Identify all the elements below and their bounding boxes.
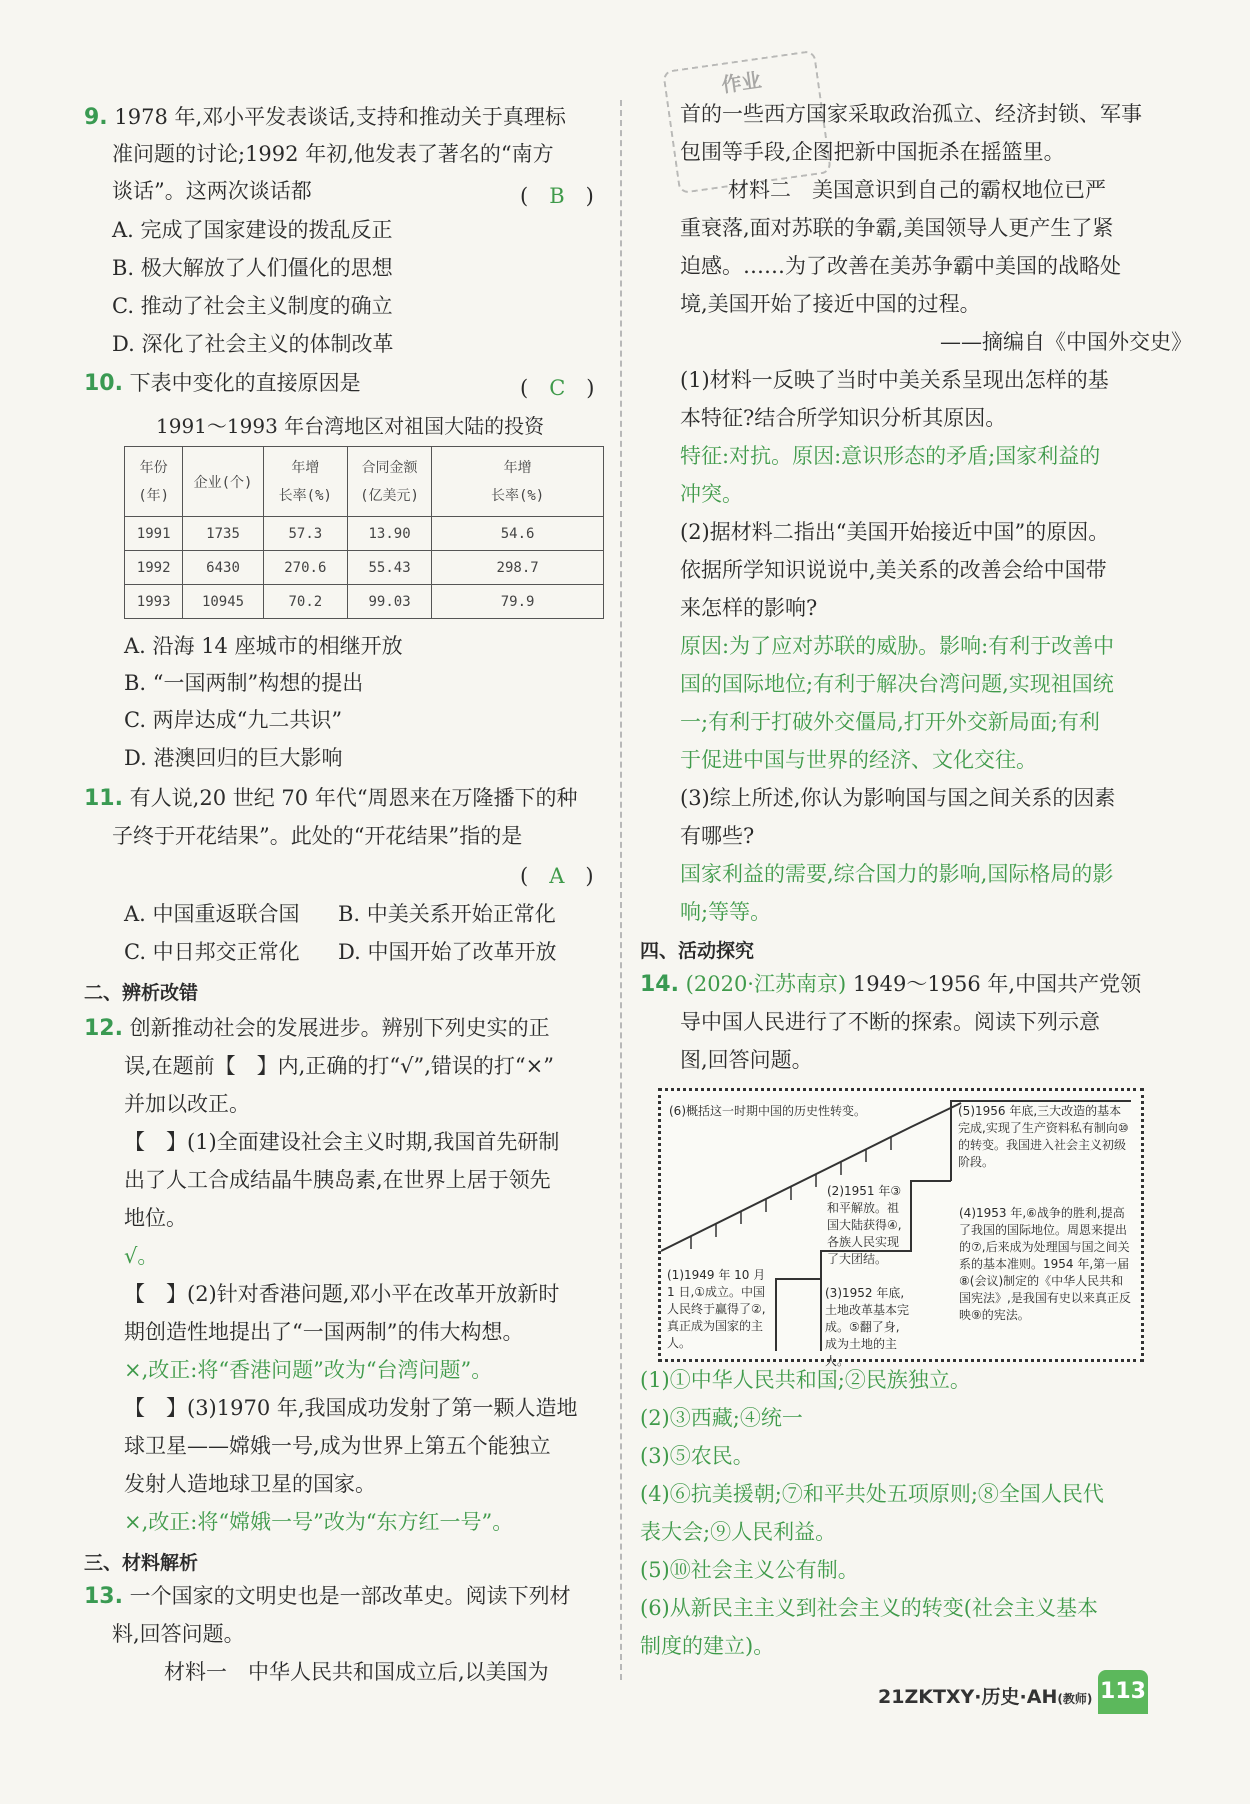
- q13-answer2-line3: 一;有利于打破外交僵局,打开外交新局面;有利: [680, 710, 1100, 734]
- table-header-row: [125, 447, 604, 517]
- diagram-box-2: (2)1951 年③和平解放。祖国大陆获得④,各族人民实现了大团结。: [827, 1184, 902, 1266]
- q11-option-d: D. 中国开始了改革开放: [338, 940, 557, 964]
- q13-answer3-line2: 响;等等。: [680, 900, 772, 924]
- q12-item2-line2: 期创造性地提出了“一国两制”的伟大构想。: [124, 1320, 524, 1344]
- q14-answer-4-cont: 表大会;⑨人民利益。: [640, 1520, 837, 1544]
- q13-answer2-line4: 于促进中国与世界的经济、文化交往。: [680, 748, 1037, 772]
- q14-answer-5: (5)⑩社会主义公有制。: [640, 1558, 859, 1582]
- table-row: [125, 585, 604, 619]
- q14-source: (2020·江苏南京): [685, 972, 847, 996]
- q13-number: 13.: [84, 1584, 123, 1609]
- q11-answer: A: [549, 864, 565, 888]
- footer-tag: (教师): [1057, 1692, 1093, 1706]
- q13-material2-line1: 材料二 美国意识到自己的霸权地位已严: [728, 178, 1106, 202]
- q13-source: ——摘编自《中国外交史》: [940, 330, 1192, 354]
- q12-line3: 并加以改正。: [124, 1092, 250, 1116]
- footer-code: 21ZKTXY·历史·AH: [878, 1686, 1058, 1708]
- q11-option-c: C. 中日邦交正常化: [124, 940, 300, 964]
- question-11: [84, 780, 578, 817]
- column-divider: [620, 100, 622, 1680]
- diagram-box-3: (3)1952 年底,土地改革基本完成。⑤翻了身,成为土地的主人。: [825, 1286, 910, 1368]
- q9-option-d: D. 深化了社会主义的体制改革: [112, 332, 394, 356]
- q13-answer2-line2: 国的国际地位;有利于解决台湾问题,实现祖国统: [680, 672, 1114, 696]
- page-footer: [878, 1682, 1092, 1709]
- investment-table: [124, 446, 604, 619]
- q13-part1-line2: 本特征?结合所学知识分析其原因。: [680, 406, 1007, 430]
- table-cell: 1992: [125, 551, 183, 585]
- q12-line2: 误,在题前【 】内,正确的打“√”,错误的打“×”: [124, 1054, 554, 1078]
- q9-answer-bracket: ( B ): [520, 184, 594, 208]
- table-cell: 1993: [125, 585, 183, 619]
- q10-table-title: 1991～1993 年台湾地区对祖国大陆的投资: [156, 414, 545, 438]
- q12-number: 12.: [84, 1016, 123, 1041]
- table-cell: 54.6: [432, 517, 604, 551]
- q14-line2: 导中国人民进行了不断的探索。阅读下列示意: [680, 1010, 1100, 1034]
- q12-answer3: ×,改正:将“嫦娥一号”改为“东方红一号”。: [124, 1510, 514, 1534]
- table-row: [125, 517, 604, 551]
- history-staircase-diagram: [658, 1088, 1144, 1368]
- q11-line2: 子终于开花结果”。此处的“开花结果”指的是: [112, 824, 523, 848]
- q12-item3-line3: 发射人造地球卫星的国家。: [124, 1472, 376, 1496]
- q12-item3-line1: 【 】(3)1970 年,我国成功发射了第一颗人造地: [124, 1396, 578, 1420]
- q10-option-b: B. “一国两制”构想的提出: [124, 671, 364, 695]
- q11-answer-bracket: ( A ): [520, 864, 594, 888]
- homework-stamp: 作业: [662, 50, 832, 194]
- table-cell: 79.9: [432, 585, 604, 619]
- page-number: 113: [1098, 1670, 1148, 1714]
- header-year: 年份 (年): [125, 447, 183, 517]
- header-growth2: 年增 长率(%): [432, 447, 604, 517]
- q14-answer-6-cont: 制度的建立)。: [640, 1634, 775, 1658]
- header-amount: 合同金额 (亿美元): [347, 447, 431, 517]
- diagram-box-4: (4)1953 年,⑥战争的胜利,提高了我国的国际地位。周恩来提出的⑦,后来成为处理国与国之间关系的基本准则。1954 年,第一届⑧(会议)制定的《中华人民共和国宪法》,是我国有史以来真正反映⑨的宪法。: [959, 1206, 1131, 1322]
- q10-stem: 下表中变化的直接原因是: [129, 371, 361, 395]
- q10-table-wrap: [124, 446, 604, 619]
- q12-answer2: ×,改正:将“香港问题”改为“台湾问题”。: [124, 1358, 493, 1382]
- q10-option-a: A. 沿海 14 座城市的相继开放: [124, 634, 403, 658]
- q13-line1: 一个国家的文明史也是一部改革史。阅读下列材: [129, 1584, 571, 1608]
- q13-part2-line1: (2)据材料二指出“美国开始接近中国”的原因。: [680, 520, 1110, 544]
- q13-answer1-line2: 冲突。: [680, 482, 743, 506]
- q13-material2-line4: 境,美国开始了接近中国的过程。: [680, 292, 981, 316]
- q9-answer: B: [549, 184, 565, 208]
- question-12: [84, 1010, 550, 1047]
- table-cell: 13.90: [347, 517, 431, 551]
- table-cell: 298.7: [432, 551, 604, 585]
- q9-line1: 1978 年,邓小平发表谈话,支持和推动关于真理标: [114, 105, 566, 129]
- table-cell: 1735: [183, 517, 263, 551]
- q9-option-a: A. 完成了国家建设的拨乱反正: [112, 218, 393, 242]
- q13-part2-line3: 来怎样的影响?: [680, 596, 818, 620]
- table-cell: 6430: [183, 551, 263, 585]
- q12-item1-line1: 【 】(1)全面建设社会主义时期,我国首先研制: [124, 1130, 560, 1154]
- q9-line3: 谈话”。这两次谈话都: [112, 179, 312, 203]
- diagram-box-5: (5)1956 年底,三大改造的基本完成,实现了生产资料私有制向⑩的转变。我国进入社会主义初级阶段。: [958, 1104, 1129, 1169]
- q14-answer-1: (1)①中华人民共和国;②民族独立。: [640, 1368, 971, 1392]
- header-firms: 企业(个): [183, 447, 263, 517]
- section-3-heading: 三、材料解析: [84, 1552, 199, 1574]
- header-growth1: 年增 长率(%): [263, 447, 347, 517]
- section-2-heading: 二、辨析改错: [84, 982, 199, 1004]
- q9-line2: 准问题的讨论;1992 年初,他发表了著名的“南方: [112, 142, 554, 166]
- table-cell: 270.6: [263, 551, 347, 585]
- q10-option-d: D. 港澳回归的巨大影响: [124, 746, 343, 770]
- table-cell: 10945: [183, 585, 263, 619]
- section-4-heading: 四、活动探究: [640, 940, 755, 962]
- q13-part2-line2: 依据所学知识说说中,美关系的改善会给中国带: [680, 558, 1107, 582]
- table-cell: 1991: [125, 517, 183, 551]
- q13-material2-line3: 迫感。……为了改善在美苏争霸中美国的战略处: [680, 254, 1121, 278]
- diagonal-arrow-line: [661, 1103, 961, 1251]
- q12-answer1: √。: [124, 1244, 159, 1268]
- question-9: [84, 99, 566, 136]
- q13-answer1-line1: 特征:对抗。原因:意识形态的矛盾;国家利益的: [680, 444, 1101, 468]
- q12-line1: 创新推动社会的发展进步。辨别下列史实的正: [129, 1016, 550, 1040]
- table-cell: 70.2: [263, 585, 347, 619]
- q13-material2-line2: 重衰落,面对苏联的争霸,美国领导人更产生了紧: [680, 216, 1114, 240]
- q13-answer3-line1: 国家利益的需要,综合国力的影响,国际格局的影: [680, 862, 1114, 886]
- diagram-box-1: (1)1949 年 10 月 1 日,①成立。中国人民终于赢得了②,真正成为国家的主人。: [667, 1268, 766, 1350]
- q13-material1-line2: 首的一些西方国家采取政治孤立、经济封锁、军事: [680, 102, 1142, 126]
- q12-item1-line2: 出了人工合成结晶牛胰岛素,在世界上居于领先: [124, 1168, 551, 1192]
- question-13: [84, 1578, 571, 1615]
- step-3-outline: [776, 1279, 821, 1351]
- q14-answer-2: (2)③西藏;④统一: [640, 1406, 803, 1430]
- diagram-box-6: (6)概括这一时期中国的历史性转变。: [669, 1104, 866, 1118]
- q14-line3: 图,回答问题。: [680, 1048, 813, 1072]
- q14-answer-4: (4)⑥抗美援朝;⑦和平共处五项原则;⑧全国人民代: [640, 1482, 1104, 1506]
- q9-number: 9.: [84, 105, 108, 130]
- question-14: [640, 966, 1141, 1003]
- q9-option-c: C. 推动了社会主义制度的确立: [112, 294, 393, 318]
- q14-answer-6: (6)从新民主主义到社会主义的转变(社会主义基本: [640, 1596, 1098, 1620]
- table-cell: 99.03: [347, 585, 431, 619]
- q11-option-a: A. 中国重返联合国: [124, 902, 300, 926]
- q11-number: 11.: [84, 786, 123, 811]
- q14-number: 14.: [640, 972, 679, 997]
- q12-item3-line2: 球卫星——嫦娥一号,成为世界上第五个能独立: [124, 1434, 551, 1458]
- q11-line1: 有人说,20 世纪 70 年代“周恩来在万隆播下的种: [129, 786, 578, 810]
- q12-item2-line1: 【 】(2)针对香港问题,邓小平在改革开放新时: [124, 1282, 560, 1306]
- q13-part1-line1: (1)材料一反映了当时中美关系呈现出怎样的基: [680, 368, 1109, 392]
- q13-part3-line2: 有哪些?: [680, 824, 755, 848]
- q11-option-b: B. 中美关系开始正常化: [338, 902, 556, 926]
- q13-material1-line3: 包围等手段,企图把新中国扼杀在摇篮里。: [680, 140, 1065, 164]
- table-row: [125, 551, 604, 585]
- q14-answer-3: (3)⑤农民。: [640, 1444, 754, 1468]
- table-cell: 57.3: [263, 517, 347, 551]
- q13-part3-line1: (3)综上所述,你认为影响国与国之间关系的因素: [680, 786, 1116, 810]
- q10-number: 10.: [84, 371, 123, 396]
- q12-item1-line3: 地位。: [124, 1206, 187, 1230]
- q10-answer: C: [549, 376, 566, 400]
- q13-material1-line1: 材料一 中华人民共和国成立后,以美国为: [164, 1660, 549, 1684]
- q13-answer2-line1: 原因:为了应对苏联的威胁。影响:有利于改善中: [680, 634, 1115, 658]
- question-10: [84, 365, 361, 402]
- q9-option-b: B. 极大解放了人们僵化的思想: [112, 256, 393, 280]
- q10-option-c: C. 两岸达成“九二共识”: [124, 708, 343, 732]
- table-cell: 55.43: [347, 551, 431, 585]
- q13-line2: 料,回答问题。: [112, 1622, 245, 1646]
- q10-answer-bracket: ( C ): [520, 376, 595, 400]
- q14-line1: 1949～1956 年,中国共产党领: [852, 972, 1142, 996]
